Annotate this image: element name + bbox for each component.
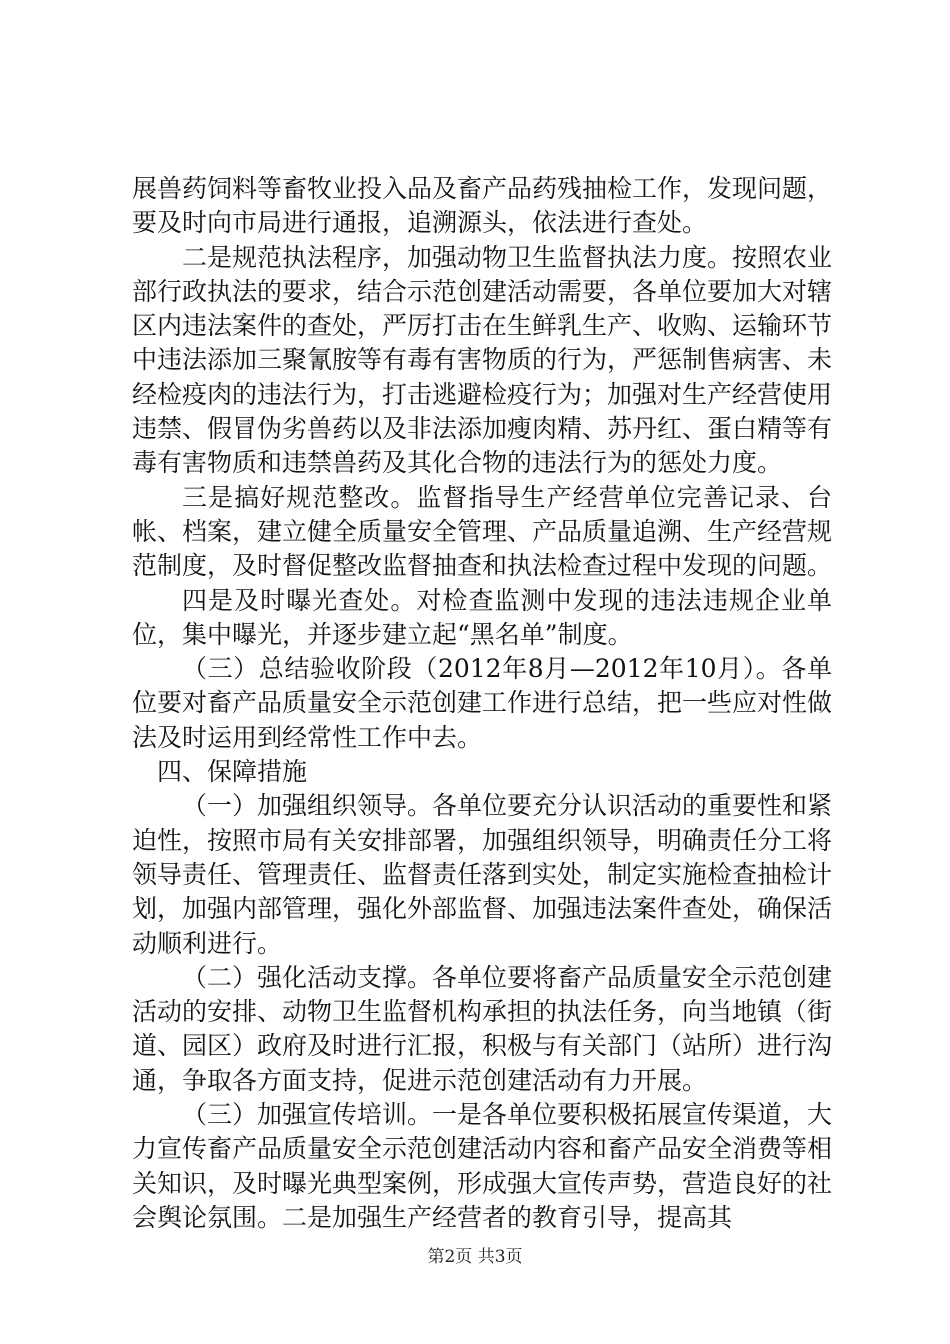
paragraph-continuation: 展兽药饲料等畜牧业投入品及畜产品药残抽检工作，发现问题，要及时向市局进行通报，追溯源头，依法进行查处。 — [132, 174, 833, 238]
paragraph-item-3: 三是搞好规范整改。监督指导生产经营单位完善记录、台帐、档案，建立健全质量安全管理、产品质量追溯、生产经营规范制度，及时督促整改监督抽查和执法检查过程中发现的问题。 — [132, 482, 833, 581]
paragraph-measure-1: （一）加强组织领导。各单位要充分认识活动的重要性和紧迫性，按照市局有关安排部署，加强组织领导，明确责任分工将领导责任、管理责任、监督责任落到实处，制定实施检查抽检计划，加强内部管理，强化外部监督、加强违法案件查处，确保活动顺利进行。 — [132, 791, 833, 958]
paragraph-stage-3: （三）总结验收阶段（2012年8月—2012年10月）。各单位要对畜产品质量安全示范创建工作进行总结，把一些应对性做法及时运用到经常性工作中去。 — [132, 654, 833, 752]
paragraph-item-4: 四是及时曝光查处。对检查监测中发现的违法违规企业单位，集中曝光，并逐步建立起“黑名单”制度。 — [132, 585, 832, 649]
document-body — [132, 172, 832, 1235]
paragraph-item-2: 二是规范执法程序，加强动物卫生监督执法力度。按照农业部行政执法的要求，结合示范创建活动需要，各单位要加大对辖区内违法案件的查处，严厉打击在生鲜乳生产、收购、运输环节中违法添加三聚氰胺等有毒有害物质的行为，严惩制售病害、未经检疫肉的违法行为，打击逃避检疫行为；加强对生产经营使用违禁、假冒伪劣兽药以及非法添加瘦肉精、苏丹红、蛋白精等有毒有害物质和违禁兽药及其化合物的违法行为的惩处力度。 — [132, 242, 833, 478]
section-heading-4: 四、保障措施 — [157, 757, 308, 787]
paragraph-measure-3: （三）加强宣传培训。一是各单位要积极拓展宣传渠道，大力宣传畜产品质量安全示范创建活动内容和畜产品安全消费等相关知识，及时曝光典型案例，形成强大宣传声势，营造良好的社会舆论氛围。二是加强生产经营者的教育引导，提高其 — [132, 1100, 833, 1232]
paragraph-measure-2: （二）强化活动支撑。各单位要将畜产品质量安全示范创建活动的安排、动物卫生监督机构承担的执法任务，向当地镇（街道、园区）政府及时进行汇报，积极与有关部门（站所）进行沟通，争取各方面支持，促进示范创建活动有力开展。 — [132, 962, 833, 1095]
page-footer: 第2页 共3页 — [427, 1247, 523, 1267]
